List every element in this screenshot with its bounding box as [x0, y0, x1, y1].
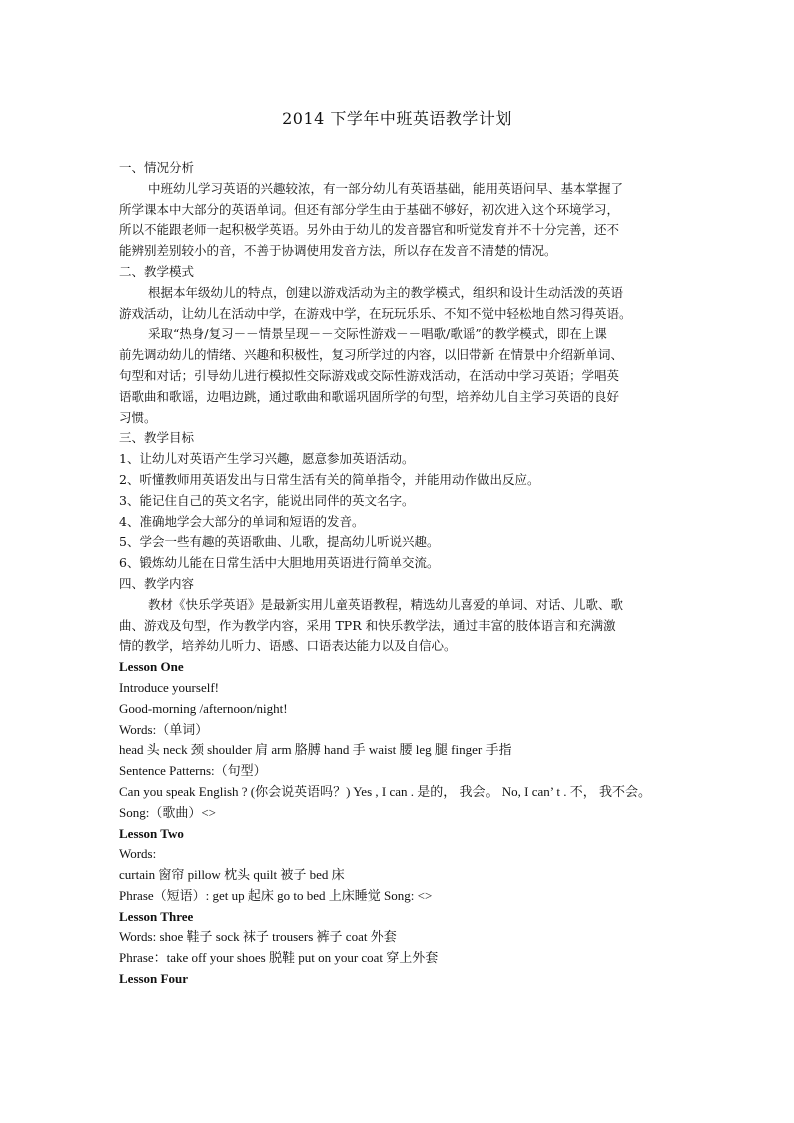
- goal-item: 4、准确地学会大部分的单词和短语的发音。: [119, 513, 365, 529]
- paragraph-line: 前先调动幼儿的情绪、兴趣和积极性，复习所学过的内容，以旧带新 在情景中介绍新单词、: [119, 347, 623, 363]
- section-heading-goals: 三、教学目标: [119, 430, 195, 446]
- lesson-line: Introduce yourself!: [119, 679, 219, 695]
- paragraph-line: 能辨别差别较小的音，不善于协调使用发音方法，所以存在发音不清楚的情况。: [119, 243, 557, 259]
- paragraph-line: 游戏活动，让幼儿在活动中学，在游戏中学，在玩玩乐乐、不知不觉中轻松地自然习得英语。: [119, 305, 632, 321]
- paragraph-line: 中班幼儿学习英语的兴趣较浓，有一部分幼儿有英语基础，能用英语问早、基本掌握了: [148, 180, 624, 196]
- goal-item: 1、让幼儿对英语产生学习兴趣，愿意参加英语活动。: [119, 451, 415, 467]
- paragraph-line: 语歌曲和歌谣，边唱边跳，通过歌曲和歌谣巩固所学的句型，培养幼儿自主学习英语的良好: [119, 388, 620, 404]
- paragraph-line: 所以不能跟老师一起积极学英语。另外由于幼儿的发音器官和听觉发育并不十分完善，还不: [119, 222, 620, 238]
- paragraph-line: 习惯。: [119, 409, 157, 425]
- section-heading-situation: 一、情况分析: [119, 160, 195, 175]
- lesson-line: Good-morning /afternoon/night!: [119, 700, 288, 716]
- lesson-heading: Lesson One: [119, 659, 184, 675]
- lesson-line: Phrase（短语）: get up 起床 go to bed 上床睡觉 Song: <>: [119, 887, 433, 903]
- lesson-line: Can you speak English ? (你会说英语吗？) Yes , I can . 是的， 我会。 No, I can’ t . 不， 我不会。: [119, 783, 651, 799]
- lesson-line: Words: shoe 鞋子 sock 袜子 trousers 裤子 coat 外套: [119, 929, 397, 945]
- lesson-line: curtain 窗帘 pillow 枕头 quilt 被子 bed 床: [119, 867, 345, 883]
- lesson-line: Words:: [119, 846, 157, 862]
- goal-item: 5、学会一些有趣的英语歌曲、儿歌，提高幼儿听说兴趣。: [119, 534, 440, 550]
- document-title: 2014 下学年中班英语教学计划: [282, 109, 512, 128]
- lesson-line: Song:（歌曲）<>: [119, 804, 217, 820]
- section-heading-content: 四、教学内容: [119, 575, 195, 591]
- lesson-heading: Lesson Three: [119, 908, 194, 924]
- paragraph-line: 曲、游戏及句型，作为教学内容，采用 TPR 和快乐教学法，通过丰富的肢体语言和充满激: [119, 617, 616, 633]
- lesson-heading: Lesson Four: [119, 971, 188, 987]
- paragraph-line: 句型和对话；引导幼儿进行模拟性交际游戏或交际性游戏活动，在活动中学习英语；学唱英: [119, 367, 620, 383]
- lesson-line: head 头 neck 颈 shoulder 肩 arm 胳膊 hand 手 waist 腰 leg 腿 finger 手指: [119, 742, 512, 758]
- paragraph-line: 根据本年级幼儿的特点，创建以游戏活动为主的教学模式，组织和设计生动活泼的英语: [148, 284, 624, 300]
- goal-item: 6、锻炼幼儿能在日常生活中大胆地用英语进行简单交流。: [119, 555, 440, 571]
- paragraph-line: 情的教学，培养幼儿听力、语感、口语表达能力以及自信心。: [119, 638, 457, 654]
- goal-item: 2、听懂教师用英语发出与日常生活有关的简单指令，并能用动作做出反应。: [119, 471, 540, 487]
- lesson-line: Phrase：take off your shoes 脱鞋 put on your coat 穿上外套: [119, 950, 439, 966]
- section-heading-teaching-mode: 二、教学模式: [119, 263, 195, 279]
- lesson-line: Words:（单词）: [119, 721, 209, 737]
- lesson-heading: Lesson Two: [119, 825, 184, 841]
- paragraph-line: 教材《快乐学英语》是最新实用儿童英语教程，精选幼儿喜爱的单词、对话、儿歌、歌: [148, 596, 624, 612]
- paragraph-line: 所学课本中大部分的英语单词。但还有部分学生由于基础不够好，初次进入这个环境学习，: [119, 201, 620, 217]
- paragraph-line: 采取“热身/复习－－情景呈现－－交际性游戏－－唱歌/歌谣”的教学模式，即在上课: [148, 326, 607, 342]
- lesson-line: Sentence Patterns:（句型）: [119, 763, 267, 779]
- goal-item: 3、能记住自己的英文名字，能说出同伴的英文名字。: [119, 492, 415, 508]
- document-body: [119, 158, 679, 990]
